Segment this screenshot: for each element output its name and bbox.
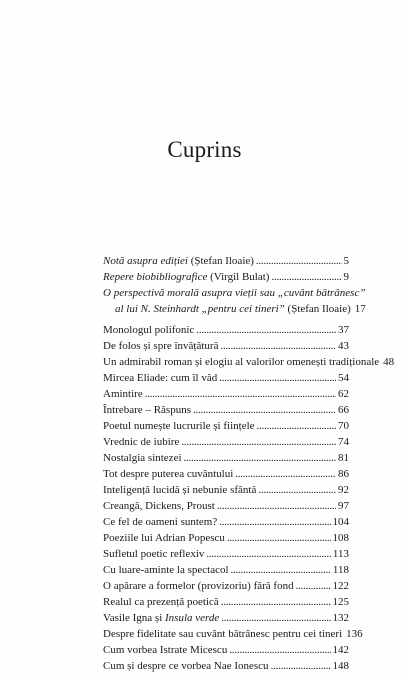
leader-dots: [219, 370, 336, 386]
toc-entry-line: [103, 285, 366, 301]
leader-dots: [206, 546, 330, 562]
toc-entry-title: [103, 482, 256, 498]
leader-dots: [258, 482, 336, 498]
toc-page-number: 70: [338, 420, 349, 432]
toc-entry-italic-title: Insula verde: [165, 612, 220, 624]
toc-entry: [103, 402, 349, 418]
toc-entry-title-text: Cum vorbea Istrate Micescu: [103, 644, 228, 656]
toc-entry: [103, 482, 349, 498]
toc-entry-title-text: Realul ca prezență poetică: [103, 596, 219, 608]
toc-entry: [103, 466, 349, 482]
leader-dots: [271, 658, 331, 674]
toc-entry: [103, 530, 349, 546]
toc-entry-title: [103, 253, 254, 269]
toc-entry-title-text: Amintire: [103, 388, 143, 400]
leader-dots: [221, 594, 331, 610]
toc-page-number: 9: [343, 271, 349, 283]
toc-entry-title: [103, 626, 342, 642]
toc-page-number: 132: [332, 612, 349, 624]
toc-entry-title-text: Creangă, Dickens, Proust: [103, 500, 215, 512]
toc-entry: [103, 370, 349, 386]
toc-page-number: 108: [332, 532, 349, 544]
toc-entry-title-text: Monologul polifonic: [103, 324, 195, 336]
toc-entry: [103, 253, 349, 269]
toc-page-number: 136: [346, 628, 363, 640]
toc-entry-title: [103, 354, 379, 370]
toc-entry-title-text: Mircea Eliade: cum îl văd: [103, 372, 218, 384]
toc-entry: [103, 658, 349, 674]
toc-entry-title: [103, 642, 227, 658]
leader-dots: [196, 322, 336, 338]
toc-entry-author: (Virgil Bulat): [207, 271, 270, 283]
toc-page-number: 113: [332, 548, 349, 560]
toc-entry-title-text: Poetul numește lucrurile și ființele: [103, 420, 255, 432]
front-matter-list: [103, 253, 366, 317]
toc-entry-title-text: Inteligență lucidă și nebunie sfântă: [103, 484, 257, 496]
toc-page-number: 66: [338, 404, 349, 416]
toc-entry-italic-title: O perspectivă morală asupra vieții sau „cuvânt bătrânesc”: [103, 287, 366, 299]
toc-entry-title-text: Nostalgia sintezei: [103, 452, 182, 464]
toc-entry: [103, 546, 349, 562]
toc-entry-title: [103, 402, 191, 418]
toc-page-number: 81: [338, 452, 349, 464]
toc-entry: [103, 450, 349, 466]
toc-entry-title: [103, 514, 217, 530]
toc-entry-title: [103, 269, 269, 285]
toc-entry-title-text: Sufletul poetic reflexiv: [103, 548, 205, 560]
toc-page-number: 92: [338, 484, 349, 496]
toc-page-number: 122: [332, 580, 349, 592]
toc-entry-author: (Ștefan Iloaie): [187, 255, 254, 267]
toc-entry: [103, 418, 349, 434]
toc-entry-title: [103, 498, 215, 514]
leader-dots: [257, 418, 336, 434]
page-title: Cuprins: [167, 137, 242, 162]
toc-entry: [103, 498, 349, 514]
toc-entry-title: [103, 530, 225, 546]
toc-entry-title: [103, 322, 194, 338]
leader-dots: [256, 253, 342, 269]
toc-entry-title-text: Tot despre puterea cuvântului: [103, 468, 234, 480]
toc-entry-title-text: Despre fidelitate sau cuvânt bătrânesc pentru cei tineri: [103, 628, 343, 640]
toc-entry-title: [103, 370, 217, 386]
toc-entry-title: [103, 434, 179, 450]
toc-page-number: 97: [338, 500, 349, 512]
toc-entry-title: [103, 562, 229, 578]
leader-dots: [229, 642, 330, 658]
toc-page-number: 148: [332, 660, 349, 672]
toc-page-number: 43: [338, 340, 349, 352]
chapter-list: [103, 322, 395, 674]
toc-entry: [103, 354, 395, 370]
toc-entry-title-text: De folos și spre învățătură: [103, 340, 219, 352]
toc-entry-title-text: Vasile Igna și: [103, 612, 166, 624]
toc-entry: [103, 301, 366, 317]
leader-dots: [219, 514, 330, 530]
toc-entry: [103, 610, 349, 626]
toc-page-number: 74: [338, 436, 349, 448]
toc-entry-italic-title: Notă asupra ediției: [103, 255, 188, 267]
leader-dots: [231, 562, 331, 578]
toc-entry-title-text: Cum și despre ce vorbea Nae Ionescu: [103, 660, 269, 672]
toc-entry-title: [103, 450, 182, 466]
toc-page-number: 125: [332, 596, 349, 608]
leader-dots: [227, 530, 331, 546]
toc-entry: [103, 269, 349, 285]
toc-entry-title-text: Un admirabil roman și elogiu al valorilor omenești tradiționale: [103, 356, 380, 368]
toc-page-number: 86: [338, 468, 349, 480]
toc-entry-title: [103, 578, 294, 594]
toc-page-number: 37: [338, 324, 349, 336]
leader-dots: [235, 466, 336, 482]
toc-entry: [103, 386, 349, 402]
toc-entry: [103, 578, 349, 594]
leader-dots: [271, 269, 341, 285]
toc-entry-title: [103, 546, 204, 562]
toc-entry: [103, 434, 349, 450]
toc-entry-title-text: Vrednic de iubire: [103, 436, 180, 448]
toc-entry: [103, 338, 349, 354]
toc-entry-title: [103, 610, 219, 626]
toc-entry: [103, 594, 349, 610]
toc-page-number: 48: [383, 356, 395, 368]
toc-entry-title: [103, 466, 233, 482]
toc-entry: [103, 642, 349, 658]
toc-entry: [103, 322, 349, 338]
leader-dots: [220, 338, 336, 354]
leader-dots: [184, 450, 336, 466]
toc-page-number: 104: [332, 516, 349, 528]
leader-dots: [217, 498, 336, 514]
toc-entry-title: [103, 658, 269, 674]
toc-entry-title-text: Întrebare – Răspuns: [103, 404, 191, 416]
toc-entry: [103, 626, 363, 642]
toc-entry: [103, 562, 349, 578]
toc-page-number: 62: [338, 388, 349, 400]
toc-page-number: 118: [332, 564, 349, 576]
leader-dots: [221, 610, 330, 626]
toc-entry-italic-title: al lui N. Steinhardt „pentru cei tineri”: [115, 303, 285, 315]
toc-page-number: 54: [338, 372, 349, 384]
toc-entry-title: [103, 338, 218, 354]
toc-page-number: 142: [332, 644, 349, 656]
toc-entry-title: [103, 594, 219, 610]
toc-entry-title: [103, 418, 255, 434]
toc-entry-title: [115, 301, 351, 317]
toc-entry-title-text: Poeziile lui Adrian Popescu: [103, 532, 225, 544]
toc-entry: [103, 514, 349, 530]
toc-entry-italic-title: Repere biobibliografice: [103, 271, 208, 283]
toc-entry-title-text: Cu luare-aminte la spectacol: [103, 564, 229, 576]
toc-page-number: 17: [354, 303, 366, 315]
leader-dots: [193, 402, 336, 418]
leader-dots: [296, 578, 331, 594]
leader-dots: [145, 386, 336, 402]
toc-entry-author: (Ștefan Iloaie): [284, 303, 351, 315]
toc-page-number: 5: [343, 255, 349, 267]
toc-entry-title-text: Ce fel de oameni suntem?: [103, 516, 218, 528]
leader-dots: [181, 434, 336, 450]
toc-entry-title-text: O apărare a formelor (provizoriu) fără fond: [103, 580, 294, 592]
toc-entry-title: [103, 386, 143, 402]
